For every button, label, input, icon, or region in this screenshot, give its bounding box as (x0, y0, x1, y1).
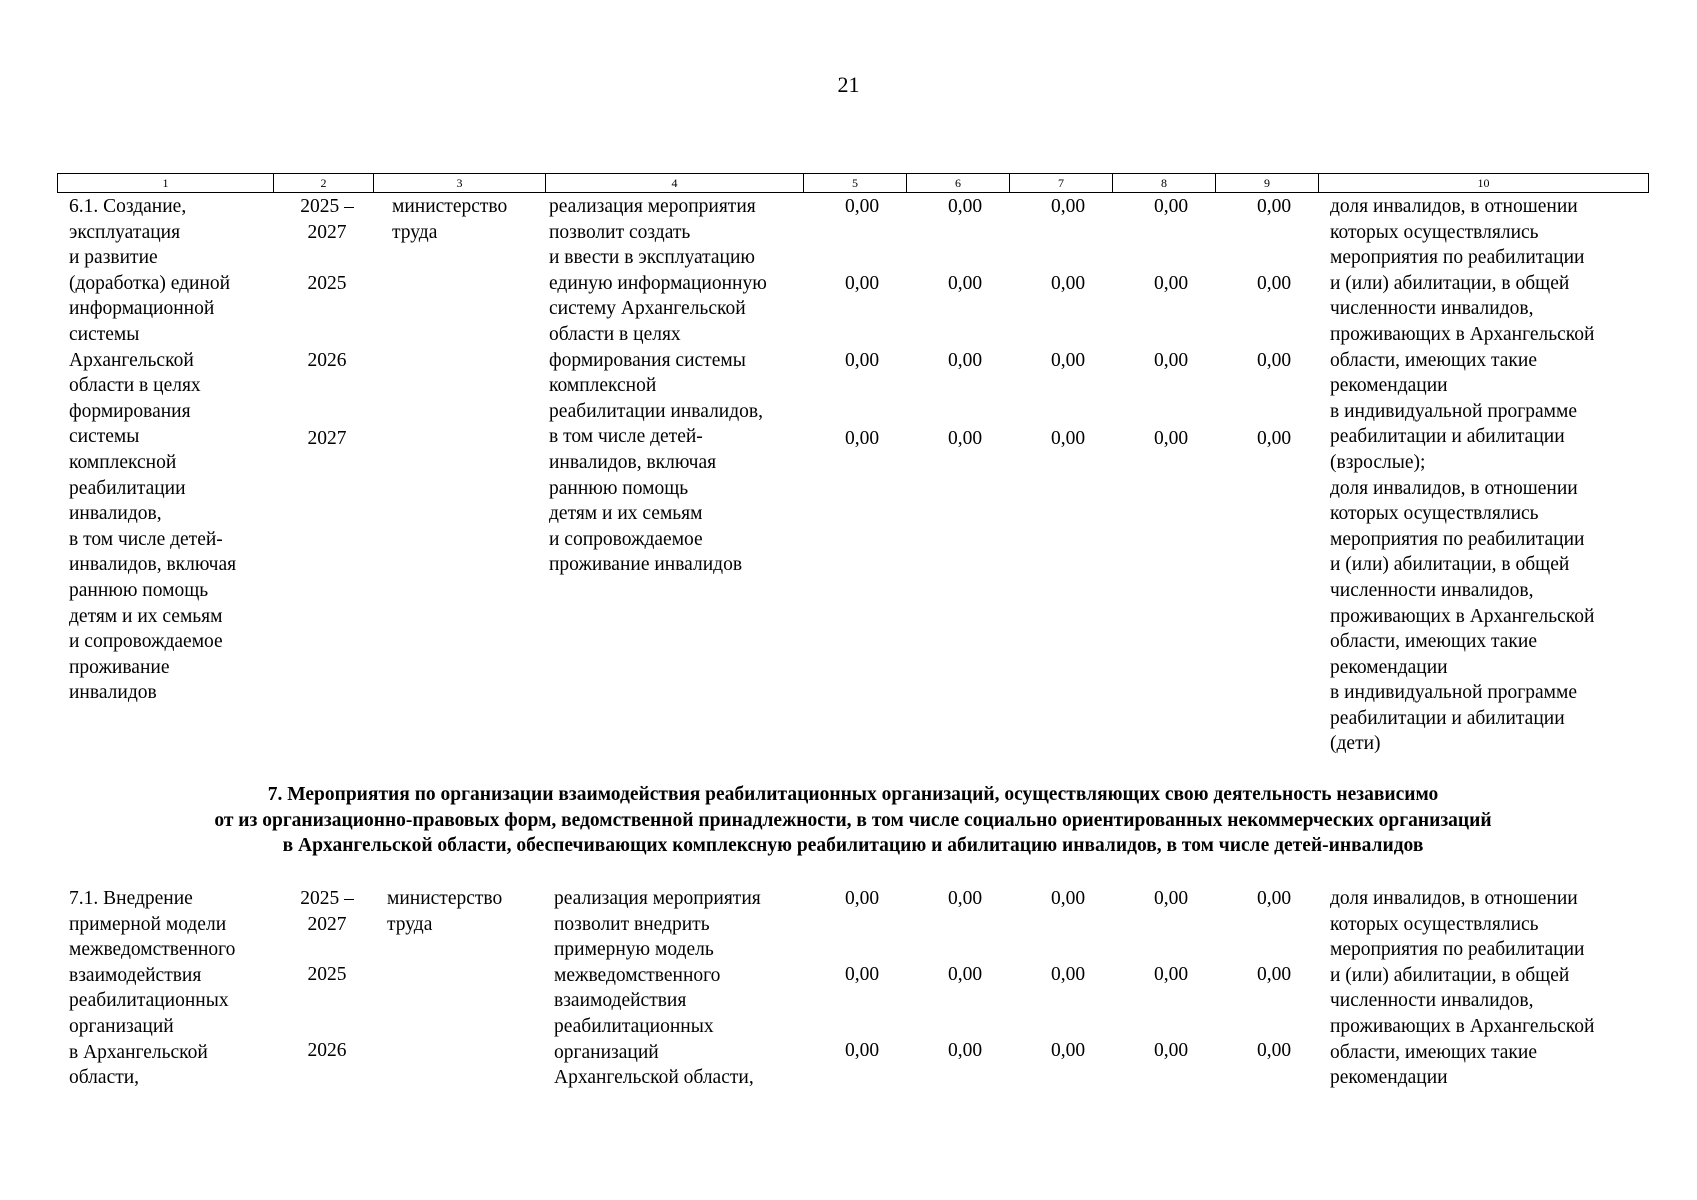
value-cell: 0,00 (844, 1040, 880, 1061)
column-header-9: 9 (1215, 174, 1318, 192)
value-cell: 0,00 (947, 1040, 983, 1061)
column-header-2: 2 (273, 174, 373, 192)
period-cell: 2027 (307, 428, 347, 449)
value-cell: 0,00 (844, 964, 880, 985)
column-header-3: 3 (373, 174, 545, 192)
column-header-8: 8 (1112, 174, 1215, 192)
value-cell: 0,00 (844, 273, 880, 294)
column-header-4: 4 (545, 174, 803, 192)
page-number: 21 (837, 72, 860, 97)
value-cell: 0,00 (947, 273, 983, 294)
value-cell: 0,00 (844, 196, 880, 217)
value-cell: 0,00 (1256, 888, 1292, 909)
value-cell: 0,00 (947, 196, 983, 217)
value-cell: 0,00 (1050, 428, 1086, 449)
value-cell: 0,00 (1256, 350, 1292, 371)
value-cell: 0,00 (1256, 964, 1292, 985)
value-cell: 0,00 (1050, 196, 1086, 217)
column-header-7: 7 (1009, 174, 1112, 192)
result-cell: реализация мероприятия позволит создать и ввести в эксплуатацию единую информационную систему Архангельской области в целях формирования системы комплексной реабилитации инвалидов, в том числе детей- инвалидов, включая раннюю помощь детям и их семьям и сопровождаемое проживание инвалидов (549, 196, 767, 576)
value-cell: 0,00 (1153, 1040, 1189, 1061)
column-header-5: 5 (803, 174, 906, 192)
period-cell: 2025 (307, 964, 347, 985)
value-cell: 0,00 (1153, 196, 1189, 217)
period-cell: 2026 (307, 1040, 347, 1061)
indicator-cell: доля инвалидов, в отношении которых осуществлялись мероприятия по реабилитации и (или) абилитации, в общей численности инвалидов, проживающих в Архангельской области, имеющих такие рекомендации (1330, 888, 1595, 1089)
value-cell: 0,00 (844, 350, 880, 371)
value-cell: 0,00 (1050, 350, 1086, 371)
column-header-10: 10 (1318, 174, 1648, 192)
value-cell: 0,00 (1153, 964, 1189, 985)
measure-name-cell: 7.1. Внедрение примерной модели межведомственного взаимодействия реабилитационных организаций в Архангельской области, (69, 888, 236, 1089)
indicator-cell: доля инвалидов, в отношении которых осуществлялись мероприятия по реабилитации и (или) абилитации, в общей численности инвалидов, проживающих в Архангельской области, имеющих такие рекомендации в индивидуальной программе реабилитации и абилитации (взрослые); доля инвалидов, в отношении которых осуществлялись мероприятия по реабилитации и (или) абилитации, в общей численности инвалидов, проживающих в Архангельской области, имеющих такие рекомендации в индивидуальной программе реабилитации и абилитации (дети) (1330, 196, 1595, 755)
period-cell: 2025 (307, 273, 347, 294)
period-cell: 2026 (307, 350, 347, 371)
value-cell: 0,00 (844, 428, 880, 449)
value-cell: 0,00 (1050, 964, 1086, 985)
measure-name-cell: 6.1. Создание, эксплуатация и развитие (доработка) единой информационной системы Архангельской области в целях формирования системы комплексной реабилитации инвалидов, в том числе детей- инвалидов, включая раннюю помощь детям и их семьям и сопровождаемое проживание инвалидов (69, 196, 237, 704)
table-header-row (57, 173, 1649, 193)
value-cell: 0,00 (1256, 273, 1292, 294)
column-header-1: 1 (162, 176, 169, 190)
value-cell: 0,00 (1256, 428, 1292, 449)
value-cell: 0,00 (1050, 1040, 1086, 1061)
result-cell: реализация мероприятия позволит внедрить примерную модель межведомственного взаимодействия реабилитационных организаций Архангельской области, (554, 888, 761, 1089)
value-cell: 0,00 (947, 964, 983, 985)
period-cell: 2025 – 2027 (300, 196, 354, 243)
value-cell: 0,00 (947, 428, 983, 449)
value-cell: 0,00 (1050, 273, 1086, 294)
value-cell: 0,00 (1050, 888, 1086, 909)
period-cell: 2025 – 2027 (300, 888, 354, 935)
section-7-title: 7. Мероприятия по организации взаимодействия реабилитационных организаций, осуществляющих свою деятельность независимо от из организационно-правовых форм, ведомственной принадлежности, в том числе социально ориентированных некоммерческих организаций в Архангельской области, обеспечивающих комплексную реабилитацию и абилитацию инвалидов, в том числе детей-инвалидов (214, 784, 1492, 857)
value-cell: 0,00 (1153, 350, 1189, 371)
value-cell: 0,00 (1256, 196, 1292, 217)
value-cell: 0,00 (1153, 888, 1189, 909)
value-cell: 0,00 (947, 350, 983, 371)
executor-cell: министерство труда (387, 888, 503, 935)
value-cell: 0,00 (844, 888, 880, 909)
value-cell: 0,00 (1256, 1040, 1292, 1061)
value-cell: 0,00 (1153, 428, 1189, 449)
value-cell: 0,00 (1153, 273, 1189, 294)
column-header-6: 6 (906, 174, 1009, 192)
value-cell: 0,00 (947, 888, 983, 909)
executor-cell: министерство труда (392, 196, 508, 243)
